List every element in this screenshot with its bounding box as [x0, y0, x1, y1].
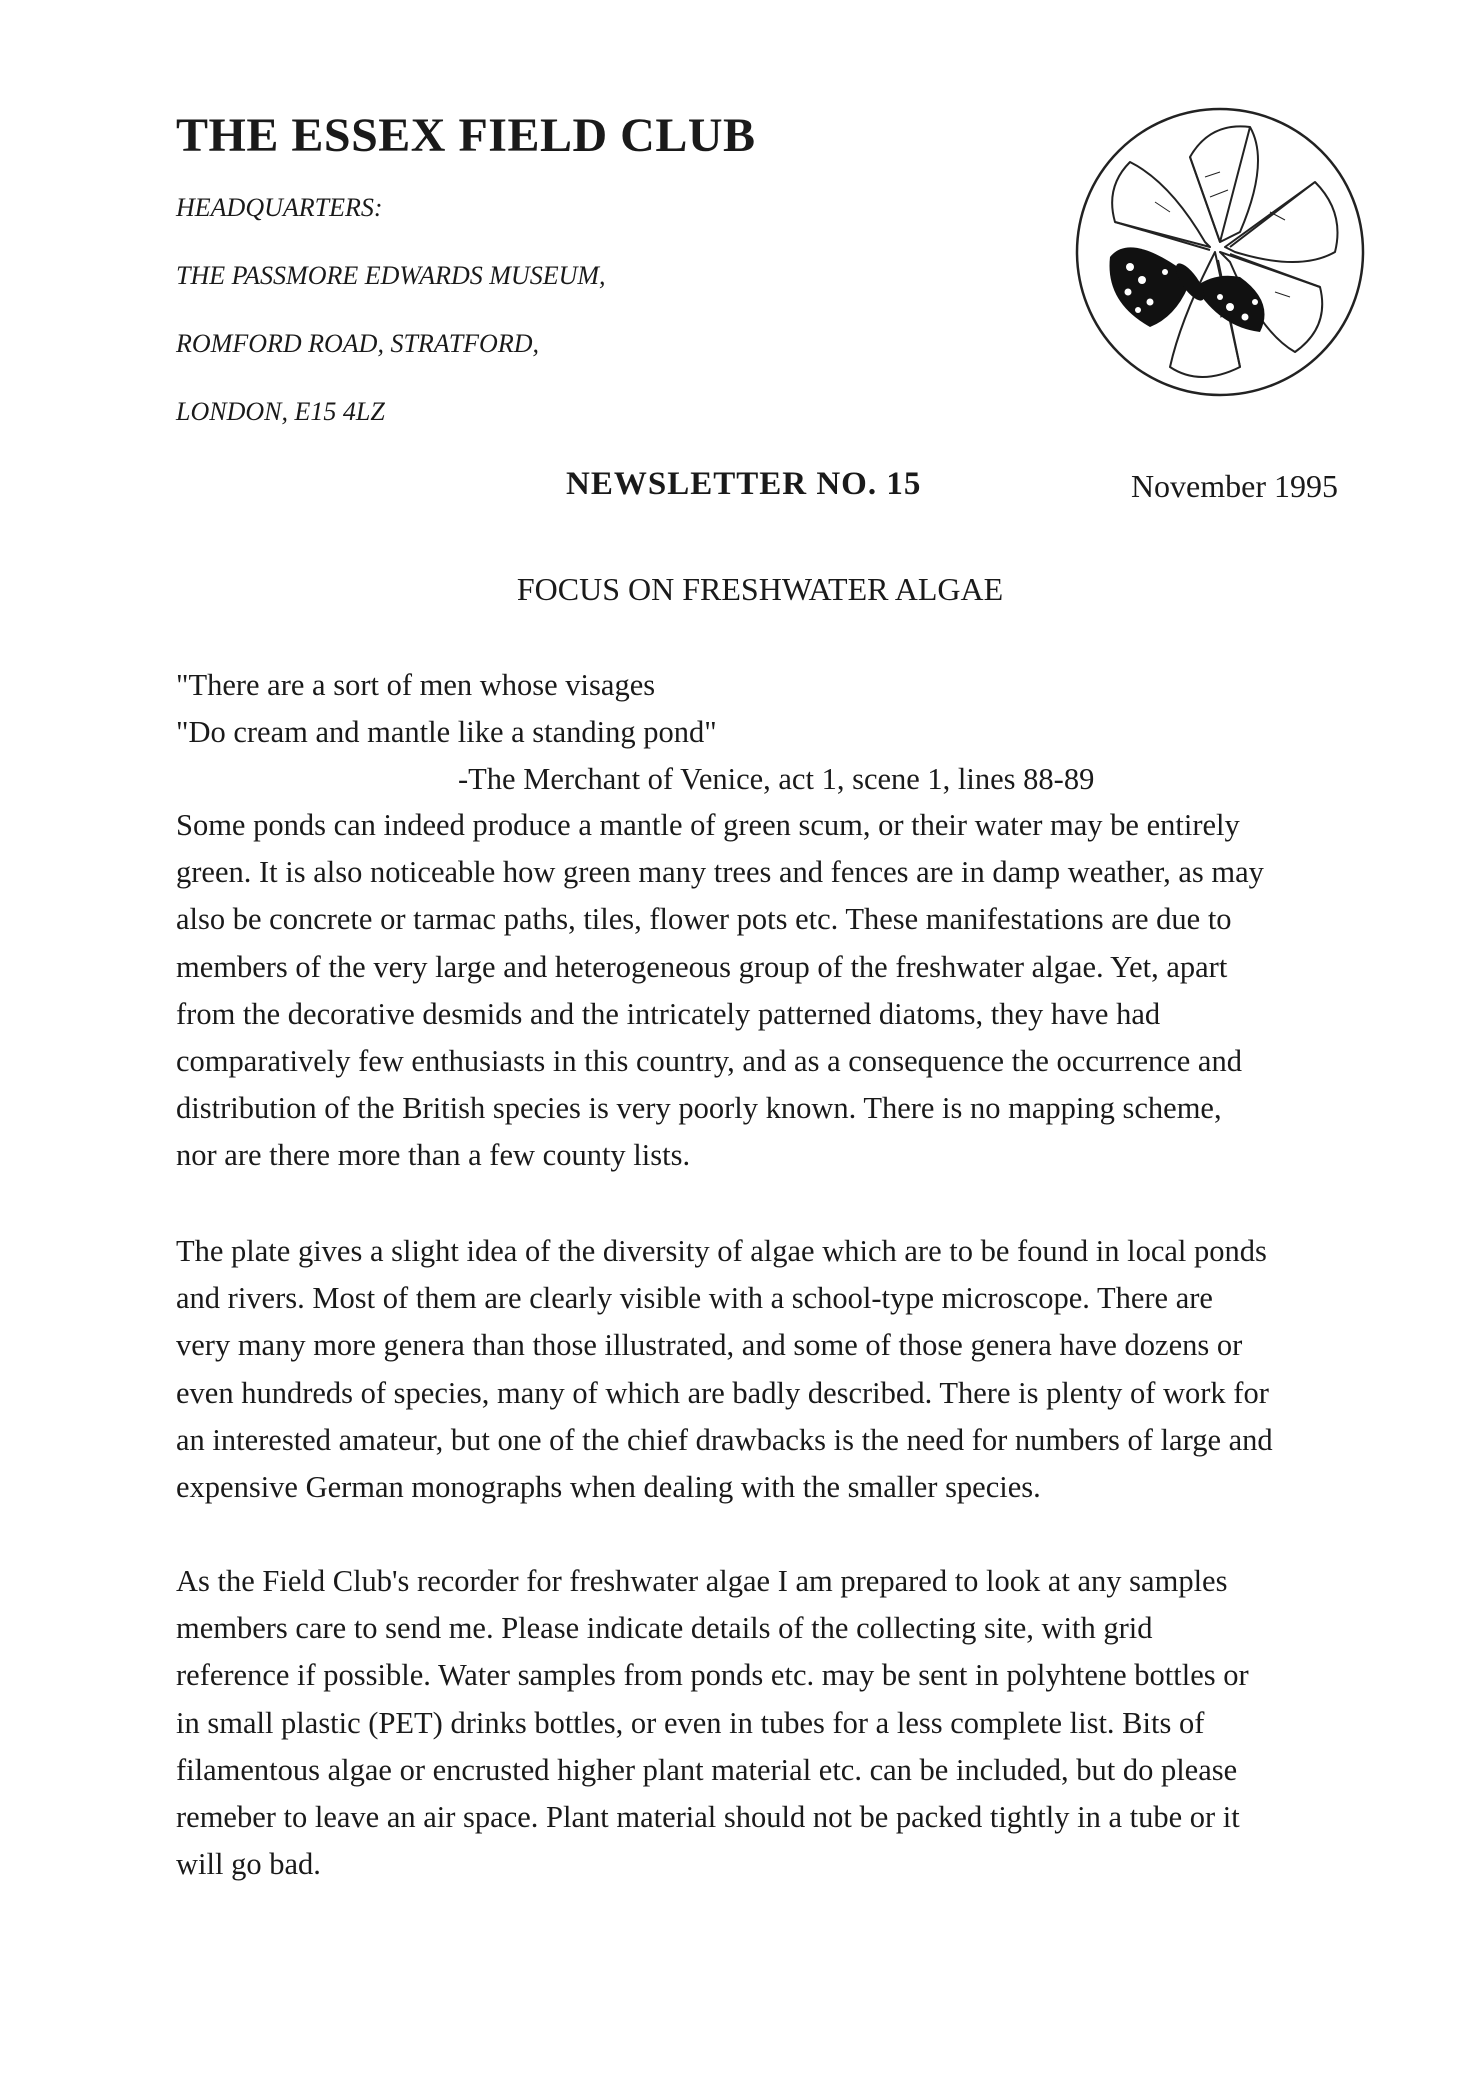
- text-line: nor are there more than a few county lists.: [176, 1138, 691, 1173]
- newsletter-number: NEWSLETTER NO. 15: [566, 466, 922, 502]
- text-line: in small plastic (PET) drinks bottles, or even in tubes for a less complete list. Bits of: [176, 1705, 1205, 1740]
- text-line: The plate gives a slight idea of the diversity of algae which are to be found in local ponds: [176, 1234, 1267, 1268]
- text-line: members care to send me. Please indicate details of the collecting site, with grid: [176, 1611, 1153, 1646]
- text-line: Some ponds can indeed produce a mantle of green scum, or their water may be entirely: [176, 808, 1240, 842]
- text-line: also be concrete or tarmac paths, tiles, flower pots etc. These manifestations are due to: [176, 902, 1232, 937]
- text-line: will go bad.: [176, 1847, 321, 1882]
- quote-line: "Do cream and mantle like a standing pond": [176, 715, 717, 749]
- address-line: ROMFORD ROAD, STRATFORD,: [176, 329, 539, 358]
- text-line: expensive German monographs when dealing with the smaller species.: [176, 1470, 1041, 1505]
- paragraph-recorder: [176, 1558, 1356, 1888]
- text-line: and rivers. Most of them are clearly visible with a school-type microscope. There are: [176, 1281, 1213, 1316]
- club-title: THE ESSEX FIELD CLUB: [176, 109, 756, 162]
- address-line: HEADQUARTERS:: [176, 193, 383, 222]
- paragraph-intro: [176, 802, 1356, 1180]
- address-line: THE PASSMORE EDWARDS MUSEUM,: [176, 261, 606, 290]
- text-line: an interested amateur, but one of the chief drawbacks is the need for numbers of large and: [176, 1422, 1273, 1457]
- butterfly-on-leaf-logo-icon: [1070, 102, 1370, 402]
- text-line: very many more genera than those illustrated, and some of those genera have dozens or: [176, 1328, 1243, 1363]
- text-line: reference if possible. Water samples from ponds etc. may be sent in polyhtene bottles or: [176, 1658, 1249, 1693]
- text-line: comparatively few enthusiasts in this country, and as a consequence the occurrence and: [176, 1044, 1242, 1079]
- text-line: distribution of the British species is very poorly known. There is no mapping scheme,: [176, 1091, 1222, 1126]
- quote-citation: -The Merchant of Venice, act 1, scene 1, lines 88-89: [458, 762, 1095, 796]
- text-line: even hundreds of species, many of which are badly described. There is plenty of work for: [176, 1375, 1269, 1410]
- text-line: members of the very large and heterogeneous group of the freshwater algae. Yet, apart: [176, 949, 1228, 984]
- paragraph-plate: [176, 1228, 1356, 1511]
- text-line: filamentous algae or encrusted higher plant material etc. can be included, but do please: [176, 1752, 1238, 1787]
- text-line: green. It is also noticeable how green many trees and fences are in damp weather, as may: [176, 855, 1264, 890]
- text-line: remeber to leave an air space. Plant material should not be packed tightly in a tube or it: [176, 1800, 1240, 1835]
- article-heading: FOCUS ON FRESHWATER ALGAE: [516, 571, 1004, 607]
- text-line: from the decorative desmids and the intricately patterned diatoms, they have had: [176, 996, 1161, 1031]
- address-line: LONDON, E15 4LZ: [176, 397, 385, 426]
- quote-line: "There are a sort of men whose visages: [176, 668, 656, 702]
- text-line: As the Field Club's recorder for freshwater algae I am prepared to look at any samples: [176, 1564, 1228, 1598]
- newsletter-date: November 1995: [1130, 468, 1338, 504]
